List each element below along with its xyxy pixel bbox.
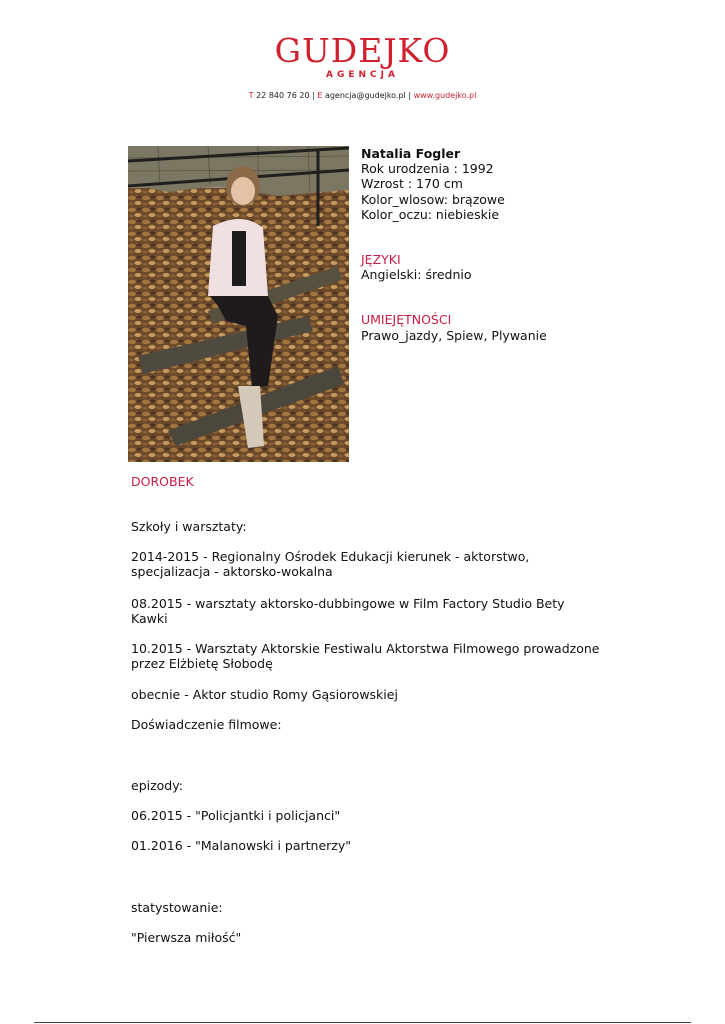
extras-heading: statystowanie: xyxy=(131,900,223,915)
episode-item: 01.2016 - "Malanowski i partnerzy" xyxy=(131,838,352,853)
separator: | xyxy=(408,91,412,100)
birth-year: Rok urodzenia : 1992 xyxy=(361,161,494,177)
contact-line xyxy=(0,91,725,100)
episodes-heading: epizody: xyxy=(131,778,183,793)
school-item-line: specjalizacja - aktorsko-wokalna xyxy=(131,564,333,580)
email-address[interactable]: agencja@gudejko.pl xyxy=(324,91,406,100)
eye-color: Kolor_oczu: niebieskie xyxy=(361,206,500,222)
profile-info xyxy=(361,146,691,343)
school-item-line: Kawki xyxy=(131,611,168,627)
separator: | xyxy=(312,91,315,100)
profile-photo xyxy=(128,146,349,462)
languages-heading: JĘZYKI xyxy=(361,252,401,268)
dorobek-heading: DOROBEK xyxy=(131,474,194,489)
school-item-line: 10.2015 - Warsztaty Aktorskie Festiwalu Aktorstwa Filmowego prowadzone xyxy=(131,641,600,656)
height: Wzrost : 170 cm xyxy=(361,176,463,192)
school-item xyxy=(131,641,611,671)
email-label: E xyxy=(317,91,323,100)
footer-divider xyxy=(34,1022,691,1023)
phone-number: 22 840 76 20 xyxy=(256,91,310,100)
extras-item: "Pierwsza miłość" xyxy=(131,930,242,945)
school-item xyxy=(131,549,611,579)
school-item-line: 08.2015 - warsztaty aktorsko-dubbingowe w Film Factory Studio Bety xyxy=(131,596,565,611)
agency-logo: GUDEJKO xyxy=(274,31,451,70)
skills-value: Prawo_jazdy, Spiew, Plywanie xyxy=(361,327,547,343)
hair-color: Kolor_wlosow: brązowe xyxy=(361,191,505,207)
languages-value: Angielski: średnio xyxy=(361,267,472,283)
website-link[interactable]: www.gudejko.pl xyxy=(413,91,477,100)
school-item-line: przez Elżbietę Słobodę xyxy=(131,656,273,672)
episode-item: 06.2015 - "Policjantki i policjanci" xyxy=(131,808,341,823)
school-item xyxy=(131,596,611,626)
school-item-line: 2014-2015 - Regionalny Ośrodek Edukacji kierunek - aktorstwo, xyxy=(131,549,530,564)
phone-label: T xyxy=(248,91,254,100)
school-item-line: obecnie - Aktor studio Romy Gąsiorowskiej xyxy=(131,687,398,702)
school-item xyxy=(131,687,611,702)
actor-name: Natalia Fogler xyxy=(361,146,461,161)
film-heading: Doświadczenie filmowe: xyxy=(131,717,282,732)
schools-heading: Szkoły i warsztaty: xyxy=(131,519,247,534)
skills-heading: UMIEJĘTNOŚCI xyxy=(361,312,452,328)
agency-subtitle: AGENCJA xyxy=(326,70,399,80)
